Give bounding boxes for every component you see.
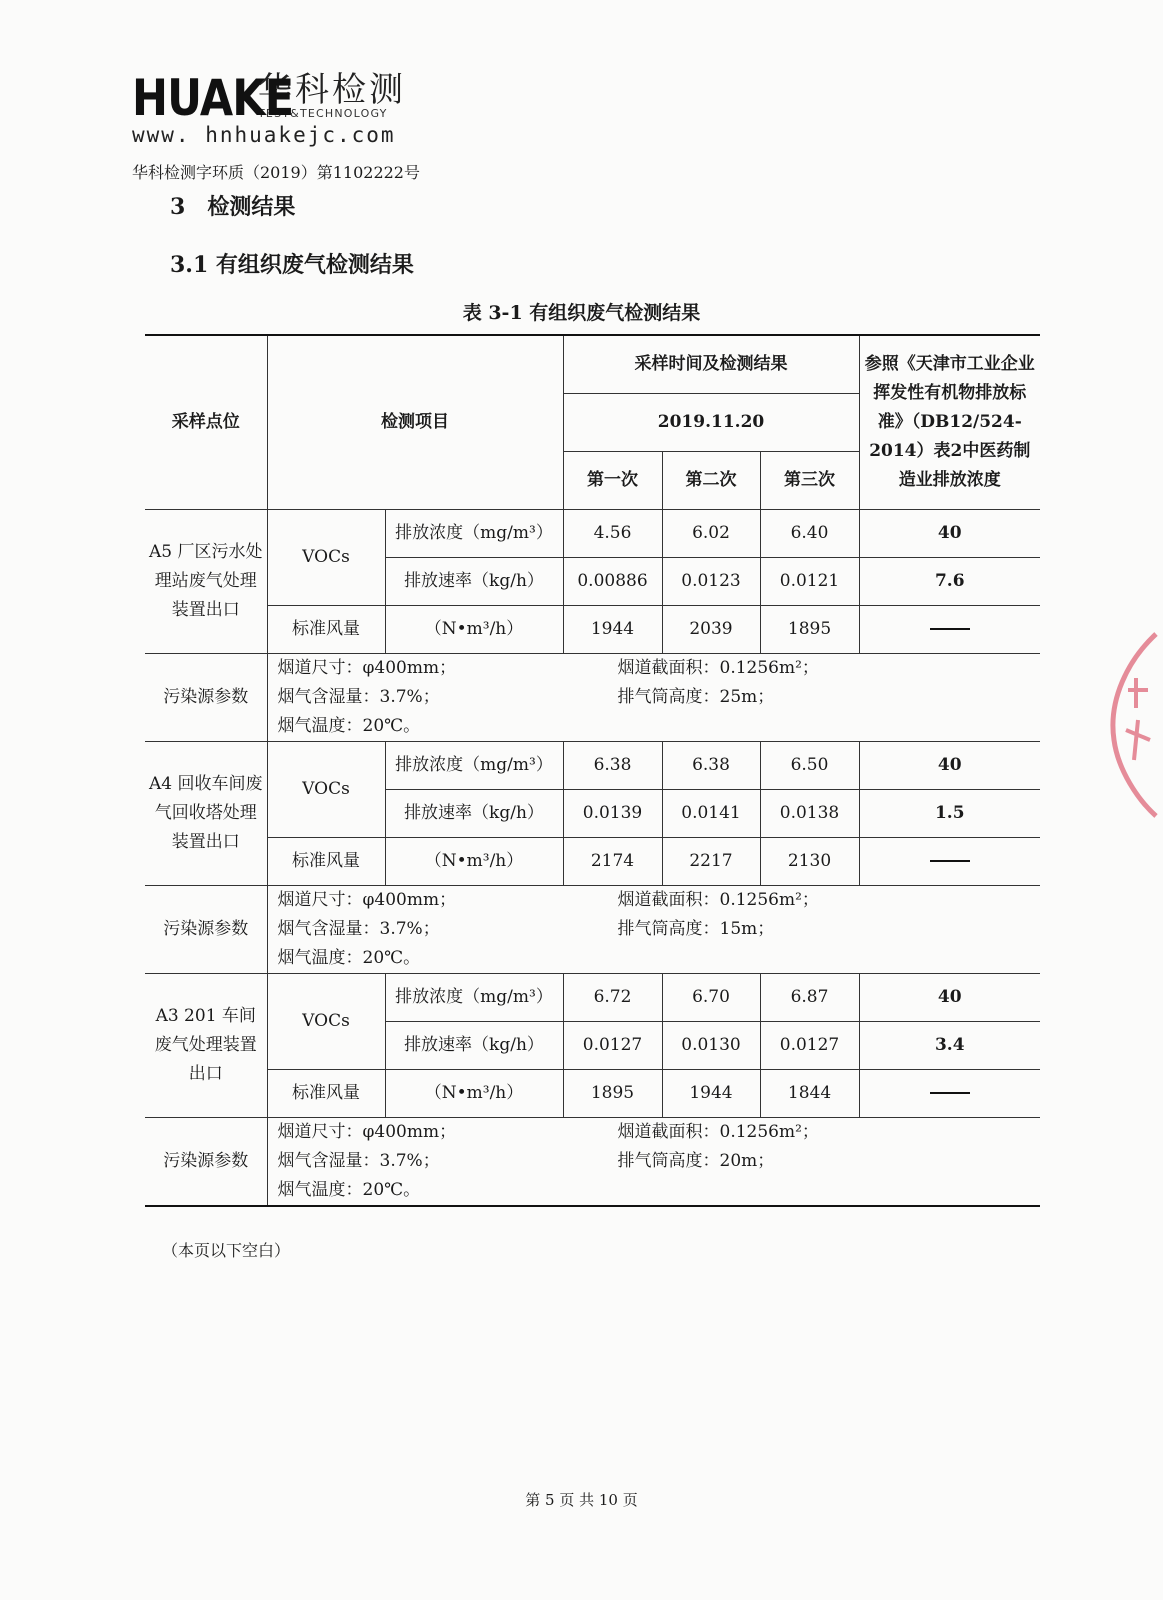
value-cell: 1944 [563,605,662,653]
limit-cell: 7.6 [859,557,1040,605]
param-stack-height: 排气筒高度：20m； [617,1150,775,1171]
no-limit-dash [859,605,1040,653]
value-cell: 1895 [563,1069,662,1117]
results-table [145,334,1040,1207]
header-sampling-point: 采样点位 [145,335,267,509]
blank-page-note: （本页以下空白） [162,1241,291,1260]
red-seal-stamp-icon [1098,630,1158,820]
param-section-area: 烟道截面积：0.1256m²； [617,1121,819,1142]
params-value [267,885,1040,973]
params-label: 污染源参数 [145,885,267,973]
table-row [145,605,1040,653]
table-row [145,1069,1040,1117]
value-cell: 2130 [760,837,859,885]
site-name: A5 厂区污水处理站废气处理装置出口 [145,509,267,653]
table-row [145,509,1040,557]
header-run-2: 第二次 [662,451,760,509]
logo-url: www. hnhuakejc.com [132,123,396,147]
value-cell: 2039 [662,605,760,653]
value-cell: 2174 [563,837,662,885]
value-cell: 0.0130 [662,1021,760,1069]
site-name: A4 回收车间废气回收塔处理装置出口 [145,741,267,885]
params-value [267,653,1040,741]
value-cell: 6.87 [760,973,859,1021]
header-date: 2019.11.20 [563,393,859,451]
concentration-label: 排放浓度（mg/m³） [385,973,563,1021]
limit-cell: 40 [859,509,1040,557]
no-limit-dash [859,1069,1040,1117]
report-number: 华科检测字环质（2019）第1102222号 [132,163,420,182]
param-temperature: 烟气温度：20℃。 [277,1179,421,1200]
flow-unit: （N•m³/h） [385,837,563,885]
value-cell: 0.00886 [563,557,662,605]
limit-cell: 3.4 [859,1021,1040,1069]
value-cell: 2217 [662,837,760,885]
flow-unit: （N•m³/h） [385,1069,563,1117]
header-standard: 参照《天津市工业企业挥发性有机物排放标准》（DB12/524-2014）表2中医药制造业排放浓度 [859,335,1040,509]
value-cell: 0.0139 [563,789,662,837]
subsection-heading: 3.1 有组织废气检测结果 [170,252,414,278]
rate-label: 排放速率（kg/h） [385,789,563,837]
header-test-item: 检测项目 [267,335,563,509]
rate-label: 排放速率（kg/h） [385,557,563,605]
logo-chinese-name: 华科检测 [258,70,406,110]
value-cell: 4.56 [563,509,662,557]
flow-label: 标准风量 [267,605,385,653]
param-temperature: 烟气温度：20℃。 [277,947,421,968]
value-cell: 6.02 [662,509,760,557]
section-heading [170,190,295,221]
concentration-label: 排放浓度（mg/m³） [385,509,563,557]
value-cell: 6.38 [662,741,760,789]
param-moisture: 烟气含湿量：3.7%； [277,1150,440,1171]
value-cell: 0.0138 [760,789,859,837]
param-section-area: 烟道截面积：0.1256m²； [617,657,819,678]
value-cell: 0.0127 [760,1021,859,1069]
logo-tagline: TEST&TECHNOLOGY [258,107,388,120]
value-cell: 6.40 [760,509,859,557]
value-cell: 6.38 [563,741,662,789]
header-run-1: 第一次 [563,451,662,509]
flow-label: 标准风量 [267,837,385,885]
param-duct-size: 烟道尺寸：φ400mm； [277,889,457,910]
value-cell: 1944 [662,1069,760,1117]
table-row [145,653,1040,741]
param-duct-size: 烟道尺寸：φ400mm； [277,657,457,678]
site-name: A3 201 车间废气处理装置出口 [145,973,267,1117]
logo-mark: HUAKE [132,69,294,127]
value-cell: 1895 [760,605,859,653]
table-row [145,837,1040,885]
header-run-3: 第三次 [760,451,859,509]
section-title: 检测结果 [207,194,296,220]
concentration-label: 排放浓度（mg/m³） [385,741,563,789]
param-stack-height: 排气筒高度：15m； [617,918,775,939]
param-temperature: 烟气温度：20℃。 [277,715,421,736]
page-number: 第 5 页 共 10 页 [525,1491,638,1509]
value-cell: 6.50 [760,741,859,789]
header-sampling-time: 采样时间及检测结果 [563,335,859,393]
value-cell: 0.0127 [563,1021,662,1069]
params-label: 污染源参数 [145,1117,267,1206]
value-cell: 0.0123 [662,557,760,605]
value-cell: 1844 [760,1069,859,1117]
param-moisture: 烟气含湿量：3.7%； [277,686,440,707]
table-row [145,741,1040,789]
rate-label: 排放速率（kg/h） [385,1021,563,1069]
limit-cell: 1.5 [859,789,1040,837]
section-number: 3 [170,194,186,220]
param-duct-size: 烟道尺寸：φ400mm； [277,1121,457,1142]
vocs-label: VOCs [267,741,385,837]
no-limit-dash [859,837,1040,885]
table-row [145,973,1040,1021]
value-cell: 6.70 [662,973,760,1021]
vocs-label: VOCs [267,973,385,1069]
vocs-label: VOCs [267,509,385,605]
value-cell: 6.72 [563,973,662,1021]
table-caption: 表 3-1 有组织废气检测结果 [462,302,701,324]
params-value [267,1117,1040,1206]
value-cell: 0.0141 [662,789,760,837]
flow-label: 标准风量 [267,1069,385,1117]
table-row [145,1117,1040,1206]
limit-cell: 40 [859,741,1040,789]
params-label: 污染源参数 [145,653,267,741]
flow-unit: （N•m³/h） [385,605,563,653]
param-moisture: 烟气含湿量：3.7%； [277,918,440,939]
param-section-area: 烟道截面积：0.1256m²； [617,889,819,910]
company-logo [132,69,406,147]
param-stack-height: 排气筒高度：25m； [617,686,775,707]
table-row [145,885,1040,973]
limit-cell: 40 [859,973,1040,1021]
value-cell: 0.0121 [760,557,859,605]
